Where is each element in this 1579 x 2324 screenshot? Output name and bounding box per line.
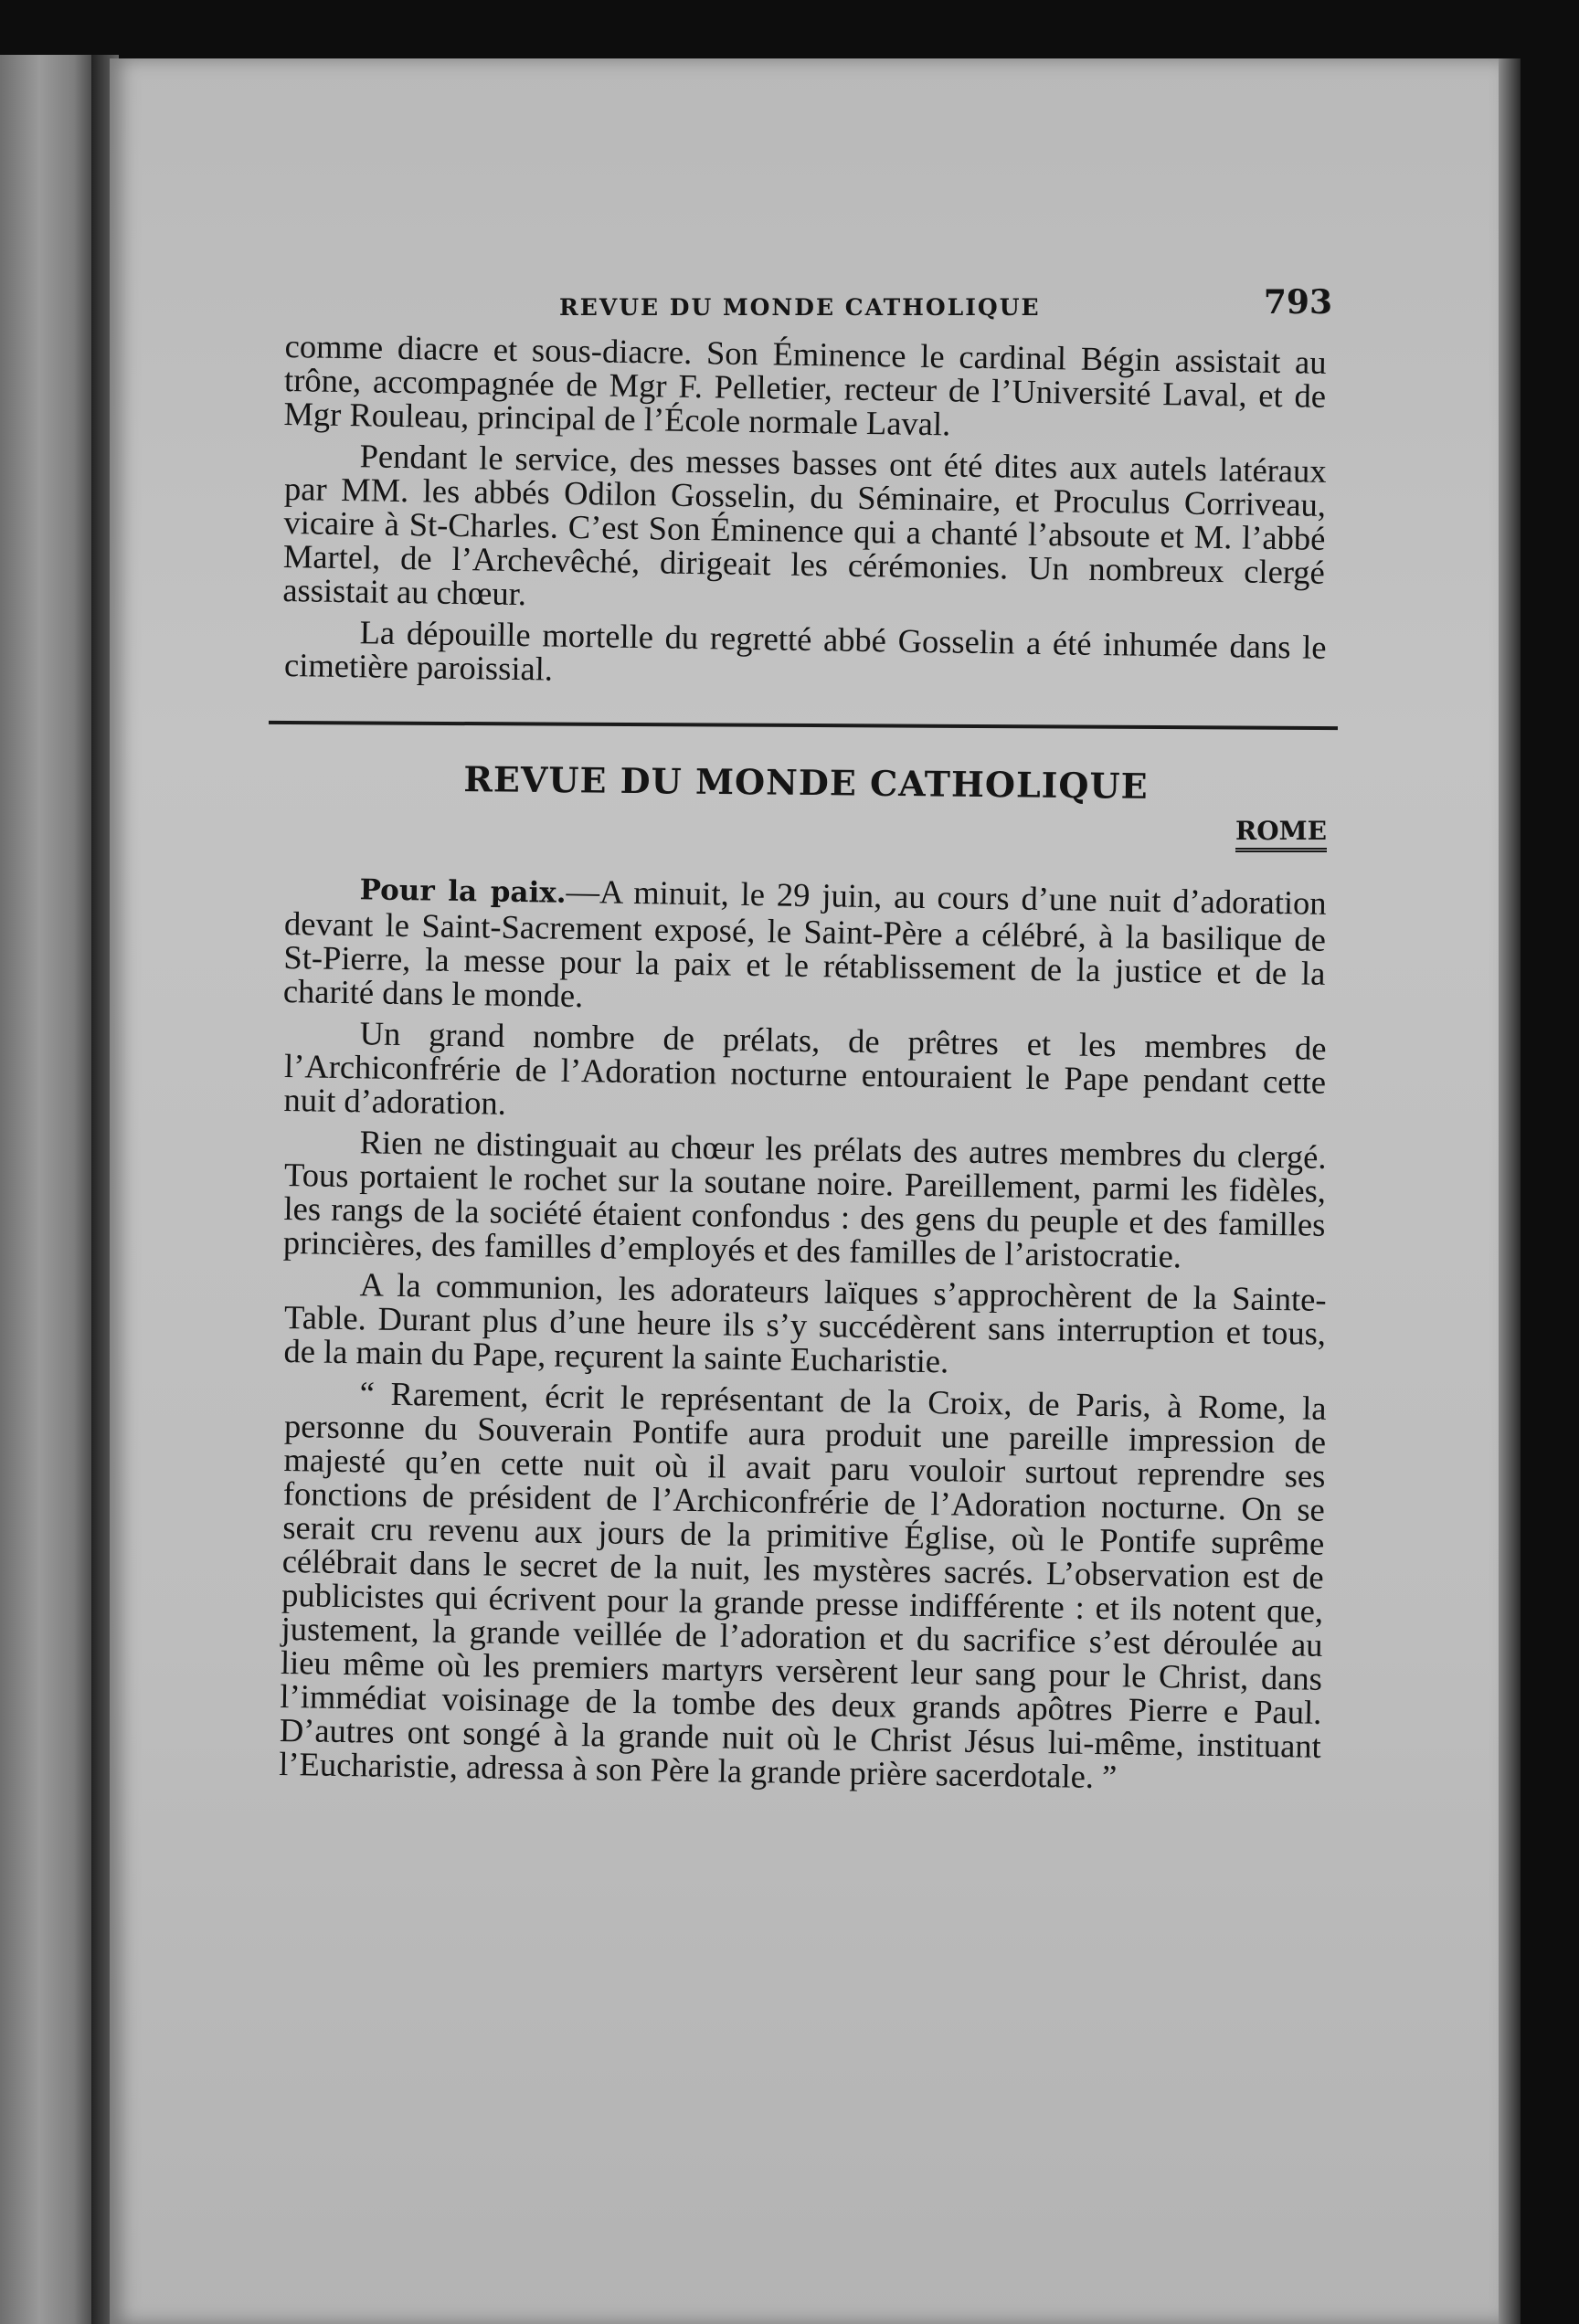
- section-divider-rule: [269, 721, 1338, 730]
- previous-page-edge: [0, 55, 99, 2324]
- running-head-title: REVUE DU MONDE CATHOLIQUE: [559, 294, 1041, 321]
- paragraph: La dépouille mortelle du regretté abbé Gosselin a été inhumée dans le cimetière paroissial.: [283, 613, 1327, 688]
- subsection-label: ROME: [1235, 816, 1327, 852]
- paragraph: A la communion, les adorateurs laïques s’approchèrent de la Sainte-Table. Durant plus d’une heure ils s’y succédèrent sans interruption et tous, de la main du Pape, reçurent la sainte Eucharistie.: [283, 1265, 1327, 1380]
- subsection-heading: [285, 816, 1327, 846]
- article-first-paragraph: —A minuit, le 29 juin, au cours d’une nuit d’adoration devant le Saint-Sacrement exposé, le Saint-Père a célébré, à la basilique de St-Pierre, la messe pour la paix et le rétablissement de la justice et de la charité dans le monde.: [282, 872, 1327, 1015]
- paragraph: “ Rarement, écrit le représentant de la Croix, de Paris, à Rome, la personne du Souverain Pontife aura produit une pareille impression de majesté qu’en cette nuit où il avait paru vouloir surtout reprendre ses fonctions de président de l’Archiconfrérie de l’Adoration nocturne. On se serait cru revenu aux jours de la primitive Église, où le Pontife suprême célébrait dans le secret de la nuit, les mystères sacrés. L’observation est de publicistes qui écrivent pour la grande presse indifférente : et ils notent que, justement, la grande veillée de l’adoration et du sacrifice s’est déroulée au lieu même où les premiers martyrs versèrent leur sang pour le Christ, dans l’immédiat voisinage de la tombe des deux grands apôtres Pierre e Paul. D’autres ont songé à la grande nuit où le Christ Jésus lui-même, instituant l’Eucharistie, adressa à son Père la grande prière sacerdotale. ”: [278, 1374, 1327, 1796]
- page-right-edge: [1499, 58, 1521, 2324]
- running-head: [285, 274, 1332, 329]
- page-number: 793: [1263, 283, 1332, 322]
- paragraph: [283, 870, 1327, 1024]
- paragraph: Pendant le service, des messes basses ont été dites aux autels latéraux par MM. les abbés Odilon Gosselin, du Séminaire, et Proculus Corriveau, vicaire à St-Charles. C’est Son Éminence qui a chanté l’absoute et M. l’abbé Martel, de l’Archevêché, dirigeait les cérémonies. Un nombreux clergé assistait au chœur.: [282, 437, 1327, 613]
- page-content: [278, 274, 1332, 1796]
- paragraph: Rien ne distinguait au chœur les prélats des autres membres du clergé. Tous portaient le rochet sur la soutane noire. Pareillement, parmi les fidèles, les rangs de la société étaient confondus : des gens du peuple et des familles princières, des familles d’employés et des familles de l’aristocratie.: [282, 1123, 1327, 1275]
- article-lead-in: Pour la paix.: [359, 873, 567, 910]
- paragraph: Un grand nombre de prélats, de prêtres et les membres de l’Archiconfrérie de l’Adoration nocturne entouraient le Pape pendant cette nuit d’adoration.: [283, 1014, 1327, 1122]
- section-title: REVUE DU MONDE CATHOLIQUE: [463, 758, 1149, 807]
- article-body: [278, 870, 1327, 1796]
- top-text-block: [282, 327, 1327, 688]
- paragraph: comme diacre et sous-diacre. Son Éminence le cardinal Bégin assistait au trône, accompagnée de Mgr F. Pelletier, recteur de l’Université Laval, et de Mgr Rouleau, principal de l’École normale Laval.: [283, 327, 1327, 443]
